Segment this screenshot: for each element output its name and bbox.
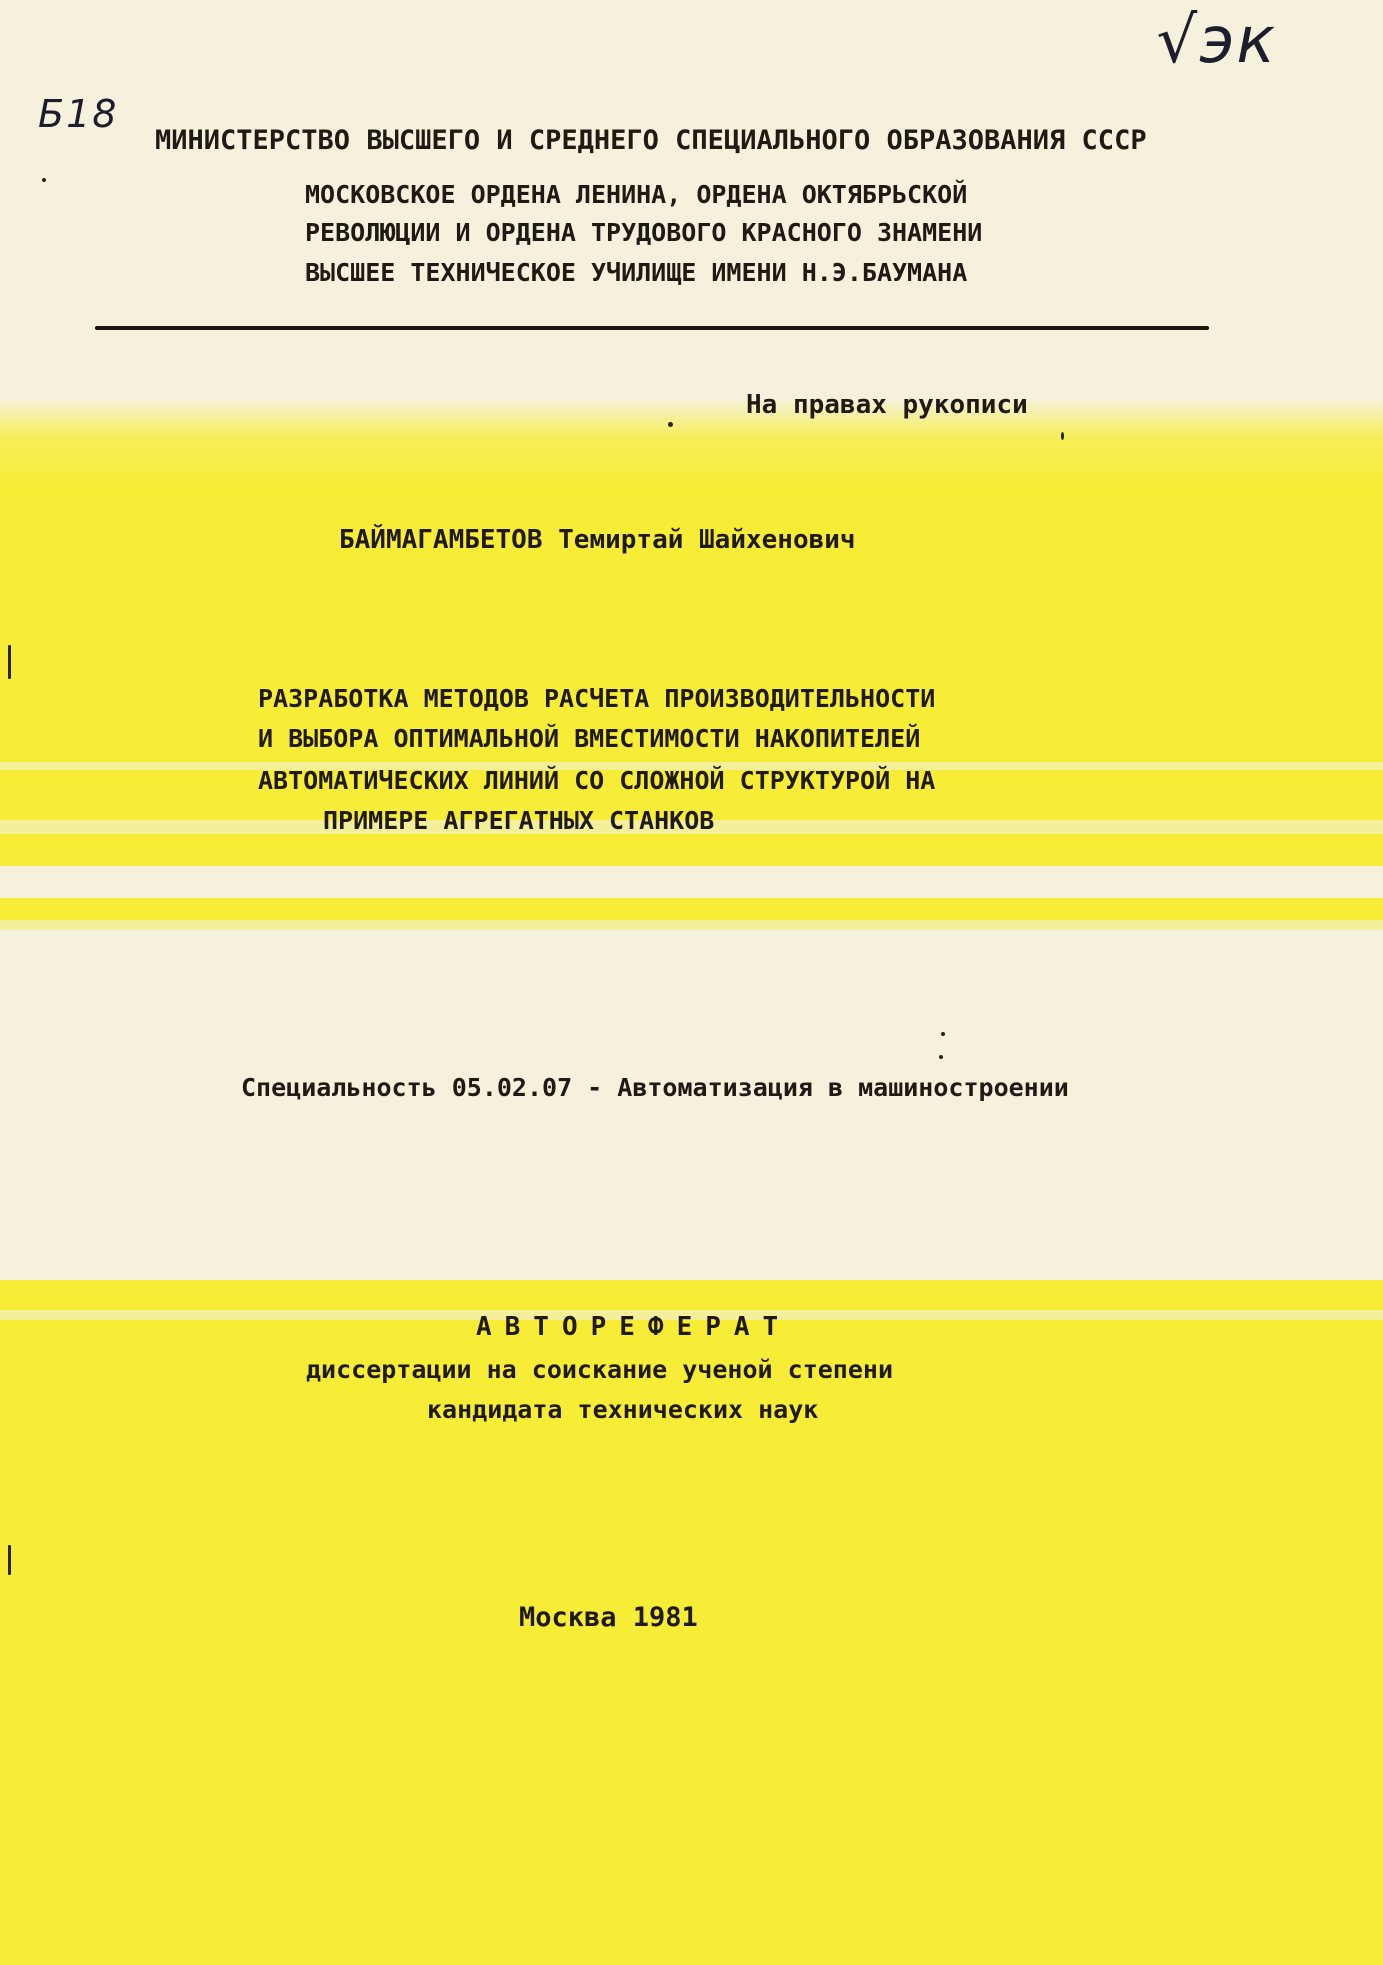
author-name: БАЙМАГАМБЕТОВ Темиртай Шайхенович [339,525,856,555]
ink-speck [941,1032,945,1036]
specialty-line: Специальность 05.02.07 - Автоматизация в машиностроении [241,1073,1069,1102]
header-divider [95,326,1209,330]
ministry-line: МИНИСТЕРСТВО ВЫСШЕГО И СРЕДНЕГО СПЕЦИАЛЬНОГО ОБРАЗОВАНИЯ СССР [155,125,1147,156]
handwritten-mark: √эк [1156,4,1277,78]
handwritten-shelfmark: Б18 [38,92,119,136]
ink-speck [668,422,673,427]
thesis-title-line-3: АВТОМАТИЧЕСКИХ ЛИНИЙ СО СЛОЖНОЙ СТРУКТУРОЙ НА [258,766,936,795]
ink-speck [939,1055,943,1059]
edge-mark [8,1545,11,1575]
manuscript-rights-note: На правах рукописи [746,390,1028,420]
thesis-title-line-1: РАЗРАБОТКА МЕТОДОВ РАСЧЕТА ПРОИЗВОДИТЕЛЬНОСТИ [258,684,936,713]
institution-line-1: МОСКОВСКОЕ ОРДЕНА ЛЕНИНА, ОРДЕНА ОКТЯБРЬСКОЙ [305,180,968,209]
abstract-line-1: диссертации на соискание ученой степени [306,1355,893,1384]
yellow-band [0,1280,1383,1310]
institution-line-2: РЕВОЛЮЦИИ И ОРДЕНА ТРУДОВОГО КРАСНОГО ЗНАМЕНИ [305,218,983,247]
ink-speck [42,178,46,182]
institution-line-3: ВЫСШЕЕ ТЕХНИЧЕСКОЕ УЧИЛИЩЕ ИМЕНИ Н.Э.БАУМАНА [305,258,968,287]
imprint-city-year: Москва 1981 [519,1602,698,1633]
ink-speck [1061,432,1064,440]
yellow-band-upper [0,398,1383,726]
abstract-line-2: кандидата технических наук [427,1395,819,1424]
yellow-band [0,834,1383,866]
abstract-heading: АВТОРЕФЕРАТ [476,1312,792,1342]
edge-mark [8,645,11,679]
thesis-title-line-4: ПРИМЕРЕ АГРЕГАТНЫХ СТАНКОВ [323,806,715,835]
thesis-title-line-2: И ВЫБОРА ОПТИМАЛЬНОЙ ВМЕСТИМОСТИ НАКОПИТЕЛЕЙ [258,724,921,753]
yellow-band [0,898,1383,920]
yellow-band-gap [0,920,1383,930]
